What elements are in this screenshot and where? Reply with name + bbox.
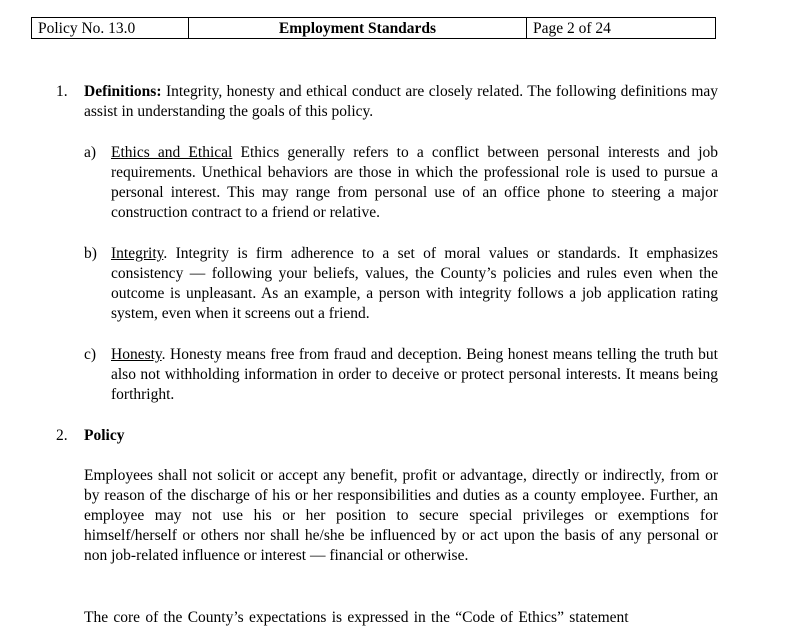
item-marker: c) [84,346,97,363]
definition-text: Ethics generally refers to a conflict between personal interests and job requirements. Unethical behaviors are those in which the professional role is used to pursue a personal interest. This may range from personal use of an office phone to steering a major construction contract to a friend or relative. [111,144,718,221]
definition-term: Integrity [111,245,164,262]
section-number: 1. [56,83,68,100]
intro-text: Integrity, honesty and ethical conduct are closely related. The following definitions may assist in understanding the goals of this policy. [84,83,719,120]
definition-item [111,143,718,223]
page-number-cell: Page 2 of 24 [533,20,611,37]
policy-header-table [31,17,716,39]
definition-term: Honesty [111,346,162,363]
definitions-intro [84,82,718,122]
item-marker: a) [84,144,97,161]
section-heading: Policy [84,427,125,444]
definition-text: . Honesty means free from fraud and deception. Being honest means telling the truth but also not withholding information in order to deceive or protect personal interests. It means being forthright. [111,346,718,403]
section-heading: Definitions: [84,83,162,100]
policy-number-cell: Policy No. 13.0 [32,18,189,38]
definition-item [111,244,718,324]
definition-item [111,345,718,405]
definition-term: Ethics and Ethical [111,144,233,161]
document-title-cell: Employment Standards [189,18,527,38]
section-number: 2. [56,427,68,444]
policy-paragraph: The core of the County’s expectations is expressed in the “Code of Ethics” statement [84,609,629,626]
definition-text: . Integrity is firm adherence to a set of moral values or standards. It emphasizes consistency — following your beliefs, values, the County’s policies and rules even when the outcome is unpleasant. As an example, a person with integrity follows a job application rating system, even when it screens out a friend. [111,245,718,322]
policy-paragraph: Employees shall not solicit or accept any benefit, profit or advantage, directly or indirectly, from or by reason of the discharge of his or her responsibilities and duties as a county employee. Further, an employee may not use his or her position to secure special privileges or exemptions for himself/herself or others nor shall he/she be influenced by or act upon the basis of any personal or non job-related influence or interest — financial or otherwise. [84,467,718,564]
item-marker: b) [84,245,97,262]
